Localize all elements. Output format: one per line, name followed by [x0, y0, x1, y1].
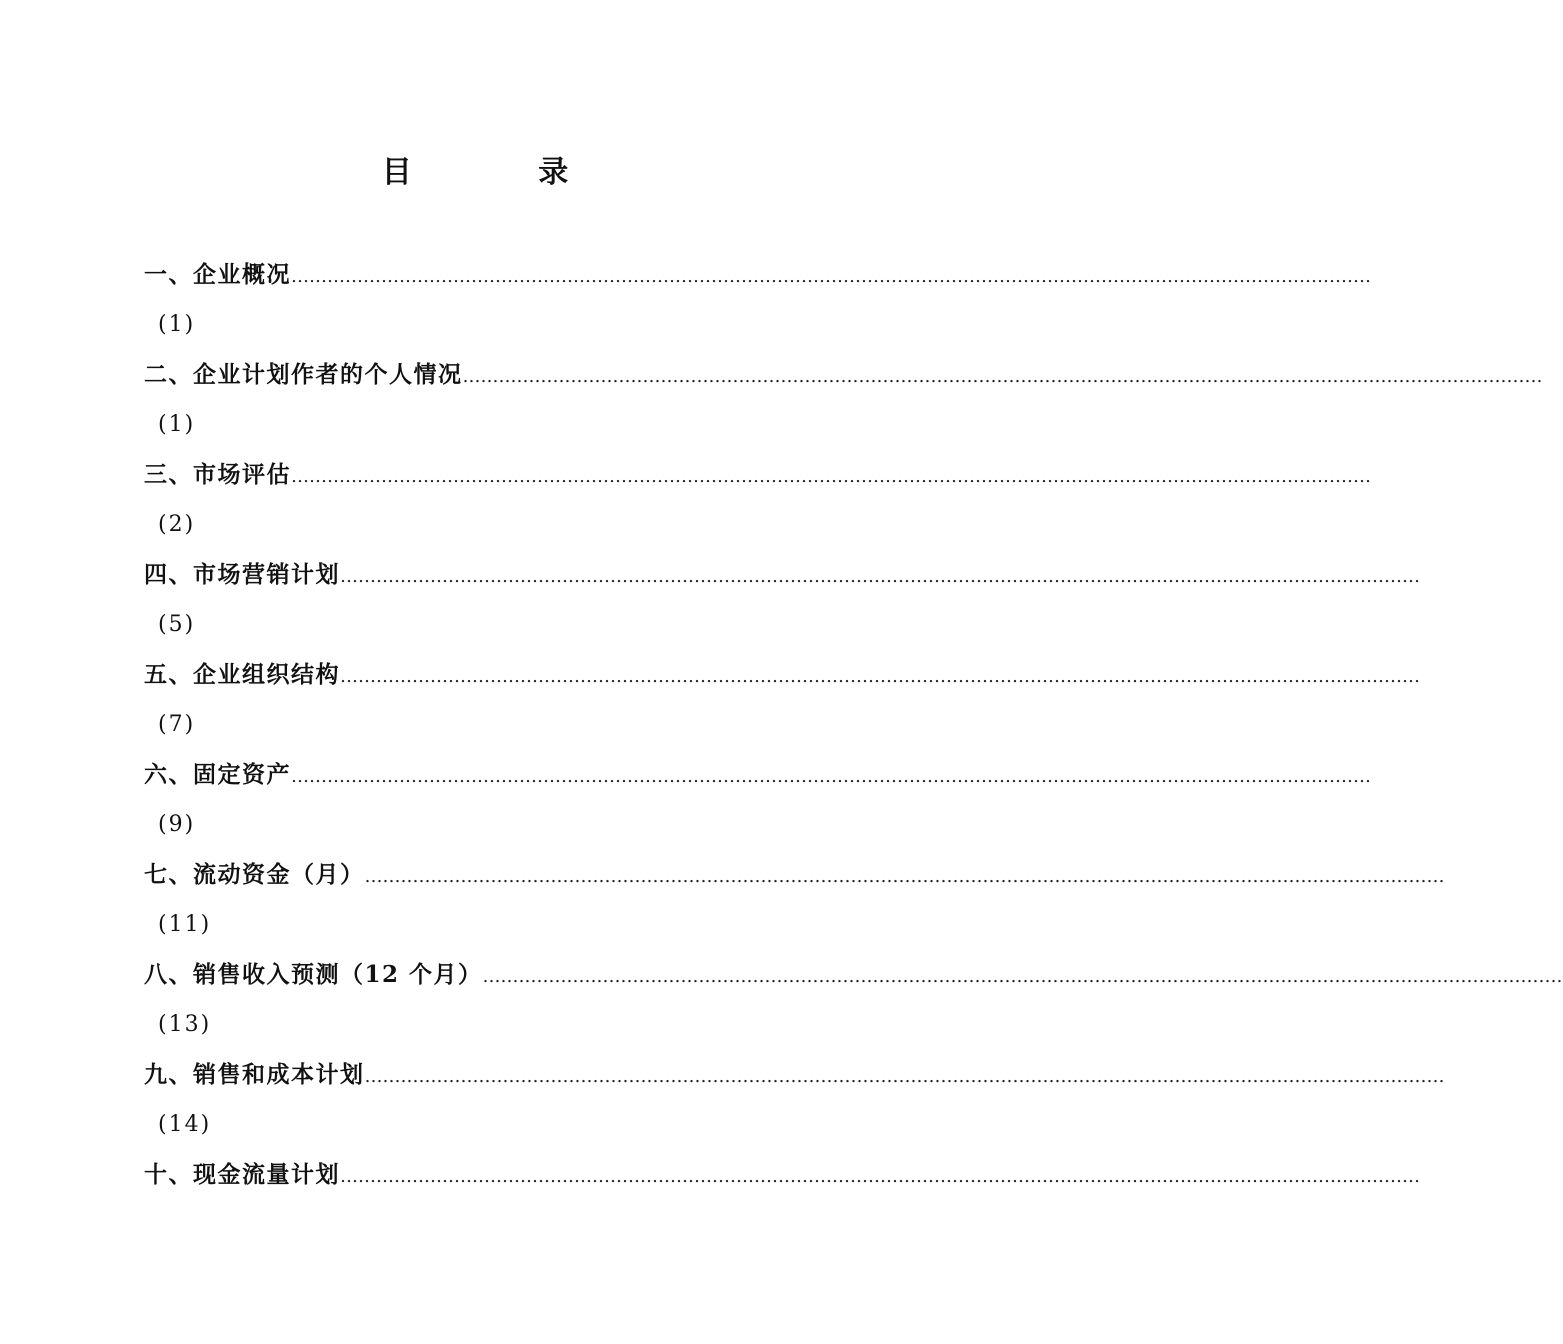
toc-entry-title: 七、流动资金（月）	[144, 861, 365, 888]
dot-leader: ………………………………………………………………………………………………………………………………………………………………	[482, 966, 1563, 987]
toc-entry-line	[144, 750, 1371, 800]
toc-entry-page: (1)	[158, 412, 196, 437]
toc-entry-page: (2)	[158, 512, 196, 537]
toc-entry-line	[144, 950, 1563, 1000]
toc-entry-line	[144, 450, 1371, 500]
toc-entry	[144, 950, 1563, 1050]
toc-entry-page: (5)	[158, 612, 196, 637]
toc-entry-line	[144, 1150, 1420, 1200]
toc-entry-line	[144, 250, 1371, 300]
toc-entry	[144, 650, 1420, 750]
toc-entry	[144, 350, 1543, 450]
dot-leader: ………………………………………………………………………………………………………………………………………………………………	[364, 1066, 1445, 1087]
toc-entry-title: 九、销售和成本计划	[144, 1061, 365, 1088]
toc-entry	[144, 250, 1371, 350]
dot-leader: ………………………………………………………………………………………………………………………………………………………………	[340, 566, 1420, 587]
toc-entry-title: 五、企业组织结构	[144, 661, 340, 688]
toc-entry-line	[144, 850, 1445, 900]
dot-leader: ………………………………………………………………………………………………………………………………………………………………	[291, 766, 1371, 787]
toc-entry-page: (11)	[158, 912, 212, 937]
toc-entry-title: 十、现金流量计划	[144, 1161, 340, 1188]
dot-leader: ………………………………………………………………………………………………………………………………………………………………	[291, 266, 1371, 287]
toc-entry	[144, 750, 1371, 850]
toc-entry-title: 四、市场营销计划	[144, 561, 340, 588]
dot-leader: ………………………………………………………………………………………………………………………………………………………………	[291, 466, 1371, 487]
toc-entry	[144, 1050, 1445, 1150]
toc-entry-title: 一、企业概况	[144, 261, 291, 288]
dot-leader: ………………………………………………………………………………………………………………………………………………………………	[340, 1166, 1420, 1187]
toc-entry-title: 八、销售收入预测（12 个月）	[144, 961, 483, 988]
toc-entry-page: (1)	[158, 312, 196, 337]
toc-entry	[144, 1150, 1420, 1200]
toc-entry-line	[144, 650, 1420, 700]
table-of-contents	[144, 250, 1563, 1200]
toc-entry-line	[144, 550, 1420, 600]
dot-leader: ………………………………………………………………………………………………………………………………………………………………	[462, 366, 1543, 387]
toc-heading: 目 录	[381, 155, 627, 190]
toc-entry-page: (9)	[158, 812, 196, 837]
toc-entry	[144, 450, 1371, 550]
toc-entry	[144, 550, 1420, 650]
toc-entry-title: 三、市场评估	[144, 461, 291, 488]
toc-entry-page: (13)	[158, 1012, 212, 1037]
toc-entry-page: (14)	[158, 1112, 212, 1137]
toc-entry-page: (7)	[158, 712, 196, 737]
toc-entry-line	[144, 350, 1543, 400]
toc-entry-title: 六、固定资产	[144, 761, 291, 788]
toc-entry-title: 二、企业计划作者的个人情况	[144, 361, 463, 388]
dot-leader: ………………………………………………………………………………………………………………………………………………………………	[364, 866, 1445, 887]
toc-entry-line	[144, 1050, 1445, 1100]
dot-leader: ………………………………………………………………………………………………………………………………………………………………	[340, 666, 1420, 687]
toc-entry	[144, 850, 1445, 950]
